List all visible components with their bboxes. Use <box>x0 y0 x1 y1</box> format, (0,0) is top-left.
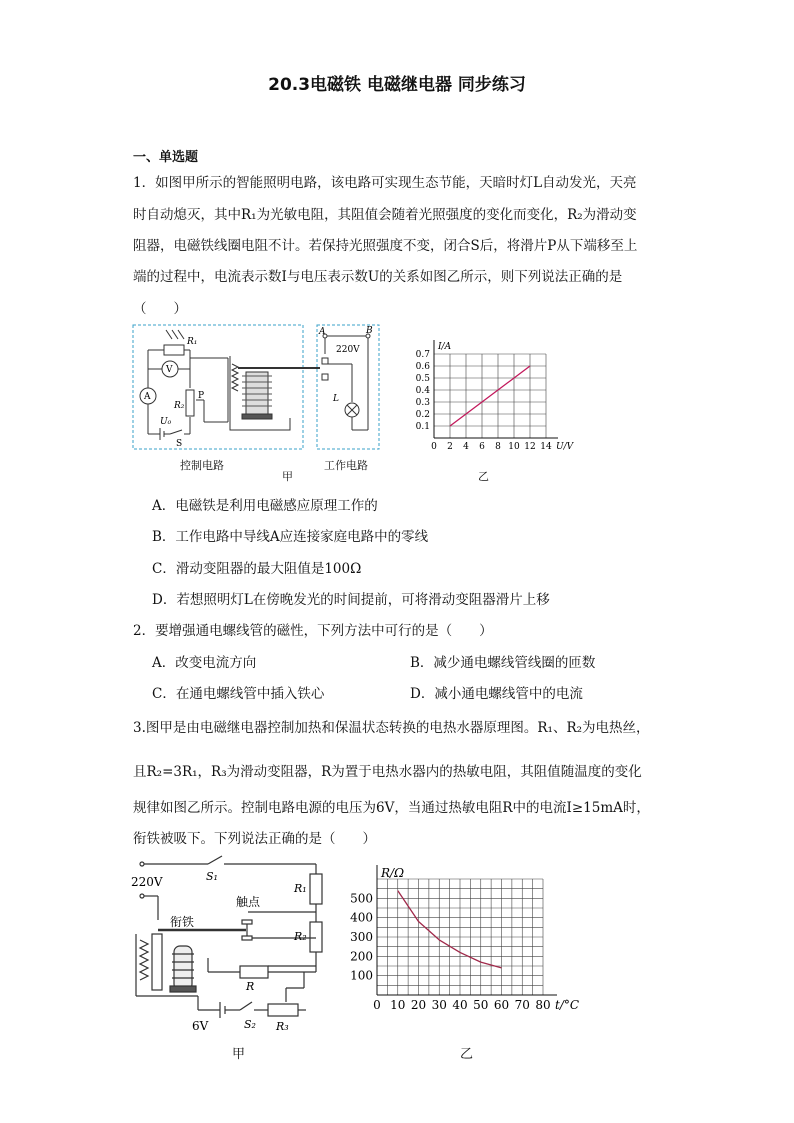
work-circuit-caption: 工作电路 <box>324 459 368 472</box>
q1-option-c[interactable]: C．滑动变阻器的最大阻值是100Ω <box>152 561 362 577</box>
fig-label: 220V <box>131 875 163 889</box>
x-tick-label: 0 <box>373 998 381 1012</box>
q1-option-d[interactable]: D．若想照明灯L在傍晚发光的时间提前，可将滑动变阻器滑片上移 <box>152 592 550 608</box>
electromagnet-icon <box>230 356 320 430</box>
q1-line: 阻器，电磁铁线圈电阻不计。若保持光照强度不变，闭合S后，将滑片P从下端移至上 <box>133 238 638 254</box>
q2-stem: 2．要增强通电螺线管的磁性，下列方法中可行的是（ ） <box>133 623 493 639</box>
fig-label: 220V <box>336 345 360 355</box>
fig-label: 触点 <box>236 895 261 909</box>
fig-caption-jia: 甲 <box>232 1047 246 1062</box>
electromagnet-icon <box>174 946 192 990</box>
work-circuit-box <box>317 325 379 449</box>
x-tick-label: 50 <box>473 998 489 1012</box>
thermistor <box>240 966 268 978</box>
x-tick-label: 10 <box>390 998 406 1012</box>
series-line <box>450 366 530 426</box>
x-tick-label: 4 <box>463 442 469 452</box>
q2-option-a[interactable]: A．改变电流方向 <box>152 655 257 671</box>
fig-label: A <box>144 392 151 402</box>
y-tick-label: 300 <box>350 930 373 944</box>
y-tick-label: 0.4 <box>415 386 430 396</box>
x-tick-label: 6 <box>479 442 485 452</box>
q1-circuit-figure <box>130 322 390 472</box>
x-tick-label: 8 <box>495 442 501 452</box>
y-tick-label: 0.1 <box>415 422 430 432</box>
x-tick-label: 70 <box>514 998 530 1012</box>
x-tick-label: 40 <box>452 998 468 1012</box>
fig-label: S₂ <box>244 1018 256 1031</box>
x-tick-label: 80 <box>535 998 551 1012</box>
fig-label: P <box>198 391 205 401</box>
y-axis-label: I/A <box>438 342 452 352</box>
y-tick-label: 200 <box>350 949 373 964</box>
q1-option-b[interactable]: B．工作电路中导线A应连接家庭电路中的零线 <box>152 529 429 545</box>
fig-label: V <box>166 365 173 375</box>
fig-label: S₁ <box>206 870 218 883</box>
q3-line: 3.图甲是由电磁继电器控制加热和保温状态转换的电热水器原理图。R₁、R₂为电热丝， <box>133 720 650 736</box>
fig-label: 6V <box>192 1019 209 1033</box>
light-arrows-icon <box>166 330 184 339</box>
x-tick-label: 20 <box>410 998 427 1012</box>
r2-resistor <box>310 922 322 952</box>
r2-rheostat <box>186 390 194 416</box>
x-tick-label: 12 <box>524 442 536 452</box>
q1-line: 时自动熄灭，其中R₁为光敏电阻，其阻值会随着光照强度的变化而变化，R₂为滑动变 <box>133 207 637 223</box>
fig-label: 衔铁 <box>170 915 195 929</box>
x-tick-label: 2 <box>447 442 453 452</box>
fig-caption-yi: 乙 <box>478 470 489 483</box>
x-tick-label: 60 <box>493 998 510 1012</box>
fig-label: B <box>366 326 373 336</box>
fig-label: R₂ <box>174 401 185 411</box>
y-tick-label: 400 <box>350 910 373 925</box>
y-tick-label: 0.7 <box>415 350 430 360</box>
q2-option-c[interactable]: C．在通电螺线管中插入铁心 <box>152 686 325 702</box>
y-tick-label: 0.6 <box>415 362 430 372</box>
q3-line: 且R₂=3R₁，R₃为滑动变阻器，R为置于电热水器内的热敏电阻，其阻值随温度的变化 <box>133 764 642 780</box>
y-tick-label: 0.3 <box>415 398 430 408</box>
q1-line: （ ） <box>133 301 187 317</box>
fig-label: S <box>176 439 183 449</box>
fig-label: L <box>333 394 339 404</box>
fig-label: R₃ <box>276 1020 289 1033</box>
rt-chart <box>345 852 585 1017</box>
fig-label: R₁ <box>294 882 307 895</box>
r1-resistor <box>310 874 322 904</box>
q1-option-a[interactable]: A．电磁铁是利用电磁感应原理工作的 <box>152 498 378 514</box>
fig-caption-yi: 乙 <box>460 1047 474 1062</box>
fig-caption-jia: 甲 <box>282 470 293 483</box>
x-tick-label: 14 <box>540 442 552 452</box>
y-tick-label: 0.2 <box>415 410 430 420</box>
fig-label: R₁ <box>187 337 198 347</box>
x-axis-label: U/V <box>556 442 574 452</box>
q3-line: 衔铁被吸下。下列说法正确的是（ ） <box>133 831 376 847</box>
x-tick-label: 10 <box>508 442 520 452</box>
q3-circuit-figure <box>128 850 338 1035</box>
section-heading: 一、单选题 <box>133 150 199 165</box>
fig-label: U₀ <box>160 417 172 427</box>
y-tick-label: 500 <box>350 891 373 906</box>
x-tick-label: 0 <box>431 442 437 452</box>
fig-label: R <box>246 980 255 993</box>
q1-line: 1．如图甲所示的智能照明电路，该电路可实现生态节能，天暗时灯L自动发光，天亮 <box>133 175 637 191</box>
fig-label: A <box>319 327 326 337</box>
y-axis-label: R/Ω <box>381 866 405 880</box>
q2-option-b[interactable]: B．减少通电螺线管线圈的匝数 <box>410 655 596 671</box>
x-tick-label: 30 <box>431 998 447 1012</box>
q2-option-d[interactable]: D．减小通电螺线管中的电流 <box>410 686 583 702</box>
y-tick-label: 100 <box>350 968 373 983</box>
r3-rheostat <box>268 1004 298 1016</box>
control-circuit-caption: 控制电路 <box>180 459 224 472</box>
r1-resistor <box>164 345 184 355</box>
page-title: 20.3电磁铁 电磁继电器 同步练习 <box>268 75 526 95</box>
y-tick-label: 0.5 <box>415 374 430 384</box>
fig-label: R₂ <box>294 930 307 943</box>
x-axis-label: t/°C <box>555 998 580 1012</box>
q3-line: 规律如图乙所示。控制电路电源的电压为6V，当通过热敏电阻R中的电流I≥15mA时， <box>133 800 650 816</box>
iu-chart <box>410 330 574 470</box>
q1-line: 端的过程中，电流表示数I与电压表示数U的关系如图乙所示，则下列说法正确的是 <box>133 269 623 285</box>
